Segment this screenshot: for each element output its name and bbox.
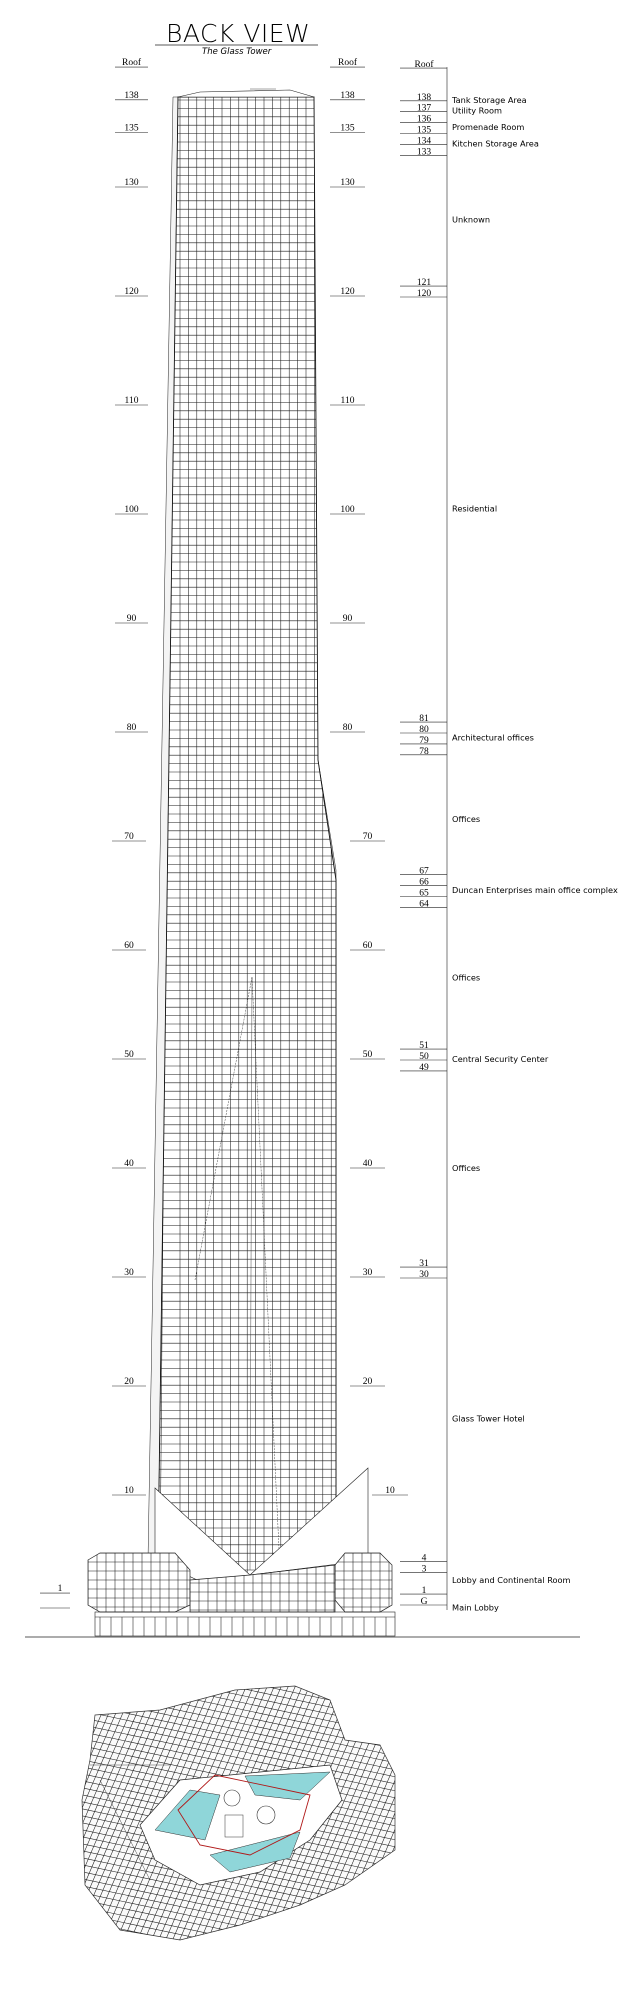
site-grid-line [0, 1680, 4, 1960]
site-grid-line [40, 1926, 420, 2000]
site-grid-line [0, 1680, 74, 1960]
drawing-title: BACK VIEW [166, 19, 311, 48]
left-scale-label: 80 [126, 723, 137, 733]
legend-floor-label: G [420, 1597, 428, 1607]
right-scale-label: 60 [362, 941, 373, 951]
site-grid-line [0, 1680, 39, 1960]
site-grid-line [0, 1680, 81, 1960]
legend-floor-label: 120 [416, 289, 432, 299]
left-scale-label: 30 [124, 1268, 134, 1278]
zone-label: Duncan Enterprises main office complex [452, 885, 618, 896]
zone-label: Glass Tower Hotel [452, 1413, 525, 1424]
left-scale-label: 110 [124, 396, 139, 406]
zone-label: Main Lobby [452, 1602, 499, 1613]
legend-floor-label: 133 [416, 147, 432, 158]
legend-floor-label: 50 [419, 1052, 429, 1062]
legend-floor-label: 3 [421, 1564, 427, 1575]
zone-label: Offices [452, 1163, 481, 1173]
site-grid-line [40, 1919, 420, 1999]
legend-floor-label: 4 [421, 1553, 427, 1564]
legend-floor-label: 137 [416, 103, 432, 114]
legend-floor-label: 121 [416, 278, 432, 289]
site-grid-line [0, 1680, 11, 1960]
left-scale-label: 70 [124, 832, 134, 842]
right-scale-label: 70 [362, 832, 373, 842]
right-scale-label: Roof [338, 58, 357, 69]
left-scale-label: 130 [124, 178, 139, 188]
left-scale-label: Roof [122, 58, 141, 69]
legend-floor-label: 136 [416, 114, 432, 125]
colonnade-mullions [95, 1617, 395, 1636]
left-scale-label: 60 [124, 941, 134, 951]
legend-floor-label: 30 [419, 1270, 429, 1280]
zone-label: Promenade Room [452, 122, 525, 133]
site-grid-line [40, 1989, 420, 2000]
right-scale-label: 130 [340, 178, 355, 188]
left-scale-label: 20 [124, 1377, 134, 1387]
zone-label: Tank Storage Area [452, 94, 527, 105]
right-scale-label: 20 [362, 1377, 373, 1387]
site-grid-line [0, 1680, 88, 1960]
legend-floor-label: Roof [414, 60, 434, 71]
right-scale-label: 80 [342, 723, 353, 733]
site-grid-line [40, 1996, 420, 2000]
legend-floor-label: 31 [419, 1259, 429, 1270]
legend-floor-label: 49 [419, 1062, 429, 1073]
ground-floor-colonnade [95, 1612, 395, 1636]
zone-label: Offices [452, 972, 481, 983]
site-grid-line [40, 1933, 420, 2000]
site-grid-line [0, 1680, 46, 1960]
podium-left-block [88, 1553, 190, 1612]
zone-label: Utility Room [452, 105, 502, 116]
site-grid-line [0, 1680, 53, 1960]
drawing-subtitle: The Glass Tower [202, 47, 272, 57]
right-floor-scale [330, 57, 408, 1496]
zone-label: Unknown [452, 214, 491, 225]
site-grid-line [40, 1611, 420, 1691]
site-grid-line [40, 1982, 420, 2000]
site-grid-line [40, 1947, 420, 2000]
site-grid-line [40, 1968, 420, 2000]
right-scale-label: 90 [342, 614, 353, 624]
site-grid-line [0, 1680, 32, 1960]
site-grid-line [0, 1680, 95, 1960]
right-scale-label: 50 [362, 1050, 373, 1060]
left-scale-label: 100 [124, 505, 139, 515]
stair-core-circle [257, 1806, 275, 1824]
legend-floor-label: 64 [419, 899, 429, 910]
right-scale-label: 135 [340, 123, 355, 134]
tower-crown [178, 90, 314, 97]
legend-floor-label: 80 [419, 725, 429, 735]
left-scale-label: 50 [124, 1050, 134, 1060]
legend-floor-label: 1 [421, 1586, 427, 1597]
legend-floor-label: 134 [416, 136, 432, 147]
site-grid-line [40, 1618, 420, 1698]
left-scale-label: 90 [126, 614, 137, 624]
legend-floor-label: 135 [416, 125, 432, 136]
site-grid-line [0, 1680, 18, 1960]
legend-floor-label: 67 [419, 866, 429, 877]
zone-label: Architectural offices [452, 732, 534, 743]
left-scale-label: 138 [124, 90, 139, 101]
elevator-core-circle [224, 1790, 240, 1806]
zone-label: Residential [452, 503, 498, 514]
left-floor-scale [40, 57, 148, 1594]
site-grid-line [40, 1954, 420, 2000]
left-scale-label: 40 [124, 1159, 134, 1169]
site-grid-line [40, 1961, 420, 2000]
right-scale-label: 10 [385, 1486, 395, 1496]
right-scale-label: 30 [362, 1268, 373, 1278]
left-scale-label: 1 [57, 1584, 63, 1595]
facade-mullion [135, 95, 147, 1580]
right-scale-label: 110 [340, 396, 355, 406]
right-scale-label: 120 [340, 287, 355, 297]
site-grid-line [40, 1940, 420, 2000]
zone-label: Lobby and Continental Room [452, 1575, 571, 1586]
zone-label: Offices [452, 814, 481, 825]
site-grid-line [0, 1680, 25, 1960]
tower-elevation [135, 89, 340, 1580]
service-core [225, 1815, 243, 1837]
right-scale-label: 40 [362, 1159, 373, 1169]
left-scale-label: 135 [124, 123, 139, 134]
legend-floor-label: 78 [419, 746, 429, 757]
left-scale-label: 120 [124, 287, 139, 297]
podium-right-block [335, 1553, 392, 1612]
legend-floor-label: 81 [419, 714, 429, 725]
zone-label: Central Security Center [452, 1054, 549, 1064]
legend-floor-label: 51 [419, 1041, 429, 1052]
legend-floor-label: 138 [416, 92, 432, 103]
right-scale-label: 138 [340, 90, 355, 101]
floor-function-legend [400, 59, 618, 1612]
left-scale-label: 10 [124, 1486, 134, 1496]
zone-label: Kitchen Storage Area [452, 138, 539, 149]
right-scale-label: 100 [340, 505, 355, 515]
legend-floor-label: 66 [419, 877, 429, 888]
legend-floor-label: 65 [419, 888, 429, 899]
legend-floor-label: 79 [419, 735, 429, 746]
site-grid-line [0, 1680, 67, 1960]
site-grid-line [0, 1680, 60, 1960]
site-grid-line [40, 1604, 420, 1684]
site-grid-line [40, 1975, 420, 2000]
